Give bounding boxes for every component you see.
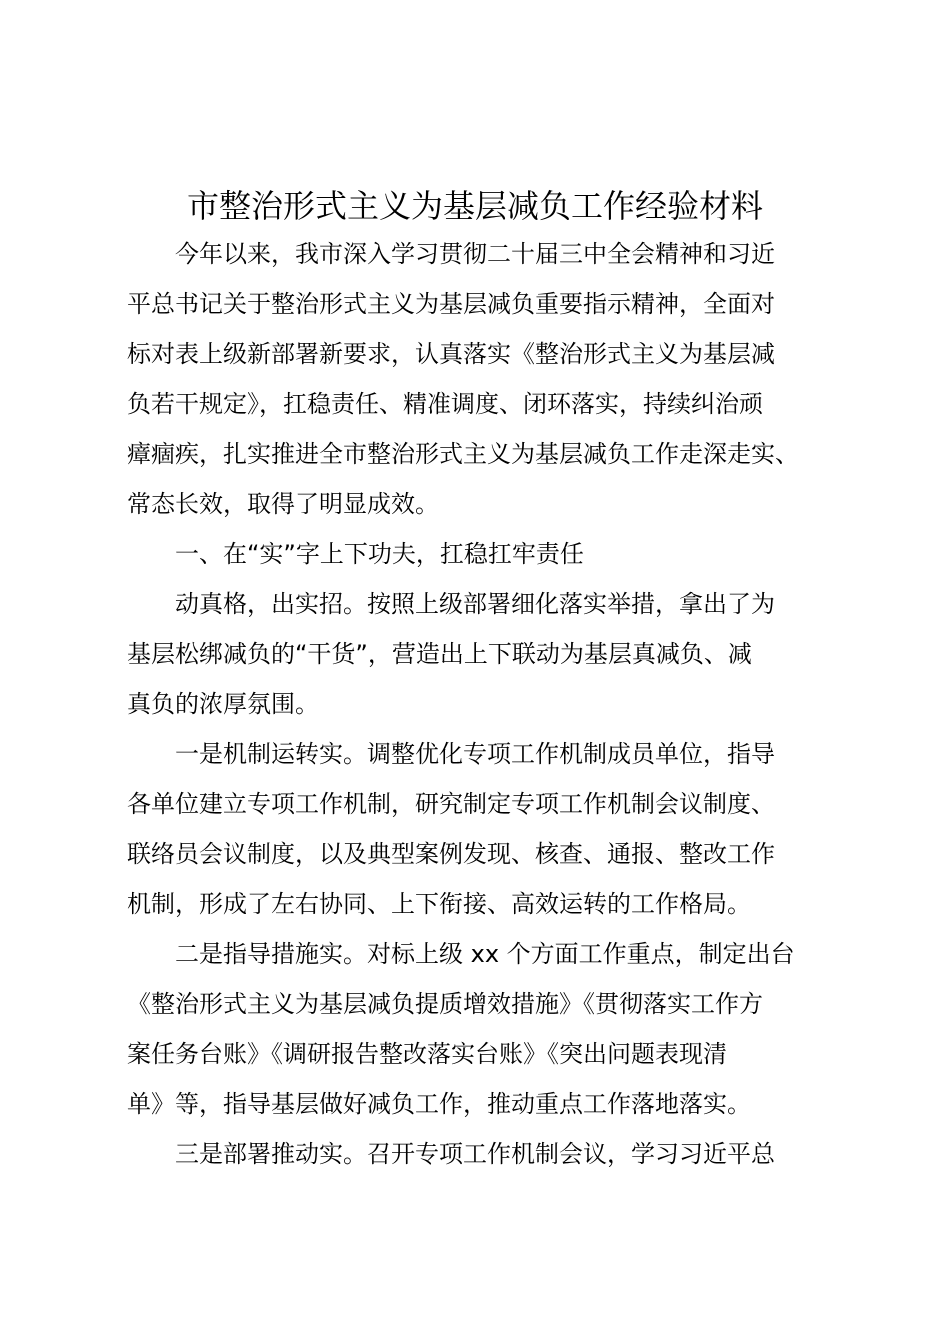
- paragraph-measures-line-3: 案任务台账》《调研报告整改落实台账》《突出问题表现清: [127, 1040, 727, 1068]
- paragraph-section-line-1: 动真格，出实招。按照上级部署细化落实举措，拿出了为: [175, 590, 775, 618]
- paragraph-intro-line-1: 今年以来，我市深入学习贯彻二十届三中全会精神和习近: [175, 240, 775, 268]
- paragraph-measures-line-1: 二是指导措施实。对标上级 xx 个方面工作重点，制定出台: [175, 940, 795, 968]
- paragraph-mechanism-line-3: 联络员会议制度，以及典型案例发现、核查、通报、整改工作: [127, 840, 775, 868]
- paragraph-measures-line-2: 《整治形式主义为基层减负提质增效措施》《贯彻落实工作方: [127, 990, 763, 1018]
- paragraph-mechanism-line-1: 一是机制运转实。调整优化专项工作机制成员单位，指导: [175, 740, 775, 768]
- paragraph-intro-line-4: 负若干规定》，扛稳责任、精准调度、闭环落实，持续纠治顽: [127, 390, 763, 418]
- paragraph-mechanism-line-2: 各单位建立专项工作机制，研究制定专项工作机制会议制度、: [127, 790, 775, 818]
- paragraph-intro-line-2: 平总书记关于整治形式主义为基层减负重要指示精神，全面对: [127, 290, 775, 318]
- document-title: 市整治形式主义为基层减负工作经验材料: [186, 187, 763, 225]
- paragraph-mechanism-line-4: 机制，形成了左右协同、上下衔接、高效运转的工作格局。: [127, 890, 751, 918]
- paragraph-intro-line-3: 标对表上级新部署新要求，认真落实《整治形式主义为基层减: [127, 340, 775, 368]
- paragraph-intro-line-6: 常态长效，取得了明显成效。: [127, 490, 439, 518]
- paragraph-intro-line-5: 瘴痼疾，扎实推进全市整治形式主义为基层减负工作走深走实、: [127, 440, 799, 468]
- paragraph-section-line-2: 基层松绑减负的“干货”，营造出上下联动为基层真减负、减: [127, 640, 752, 668]
- paragraph-deployment-line-1: 三是部署推动实。召开专项工作机制会议，学习习近平总: [175, 1140, 775, 1168]
- section-heading-1: 一、在“实”字上下功夫，扛稳扛牢责任: [175, 540, 584, 568]
- paragraph-section-line-3: 真负的浓厚氛围。: [127, 690, 319, 718]
- paragraph-measures-line-4: 单》等，指导基层做好减负工作，推动重点工作落地落实。: [127, 1090, 751, 1118]
